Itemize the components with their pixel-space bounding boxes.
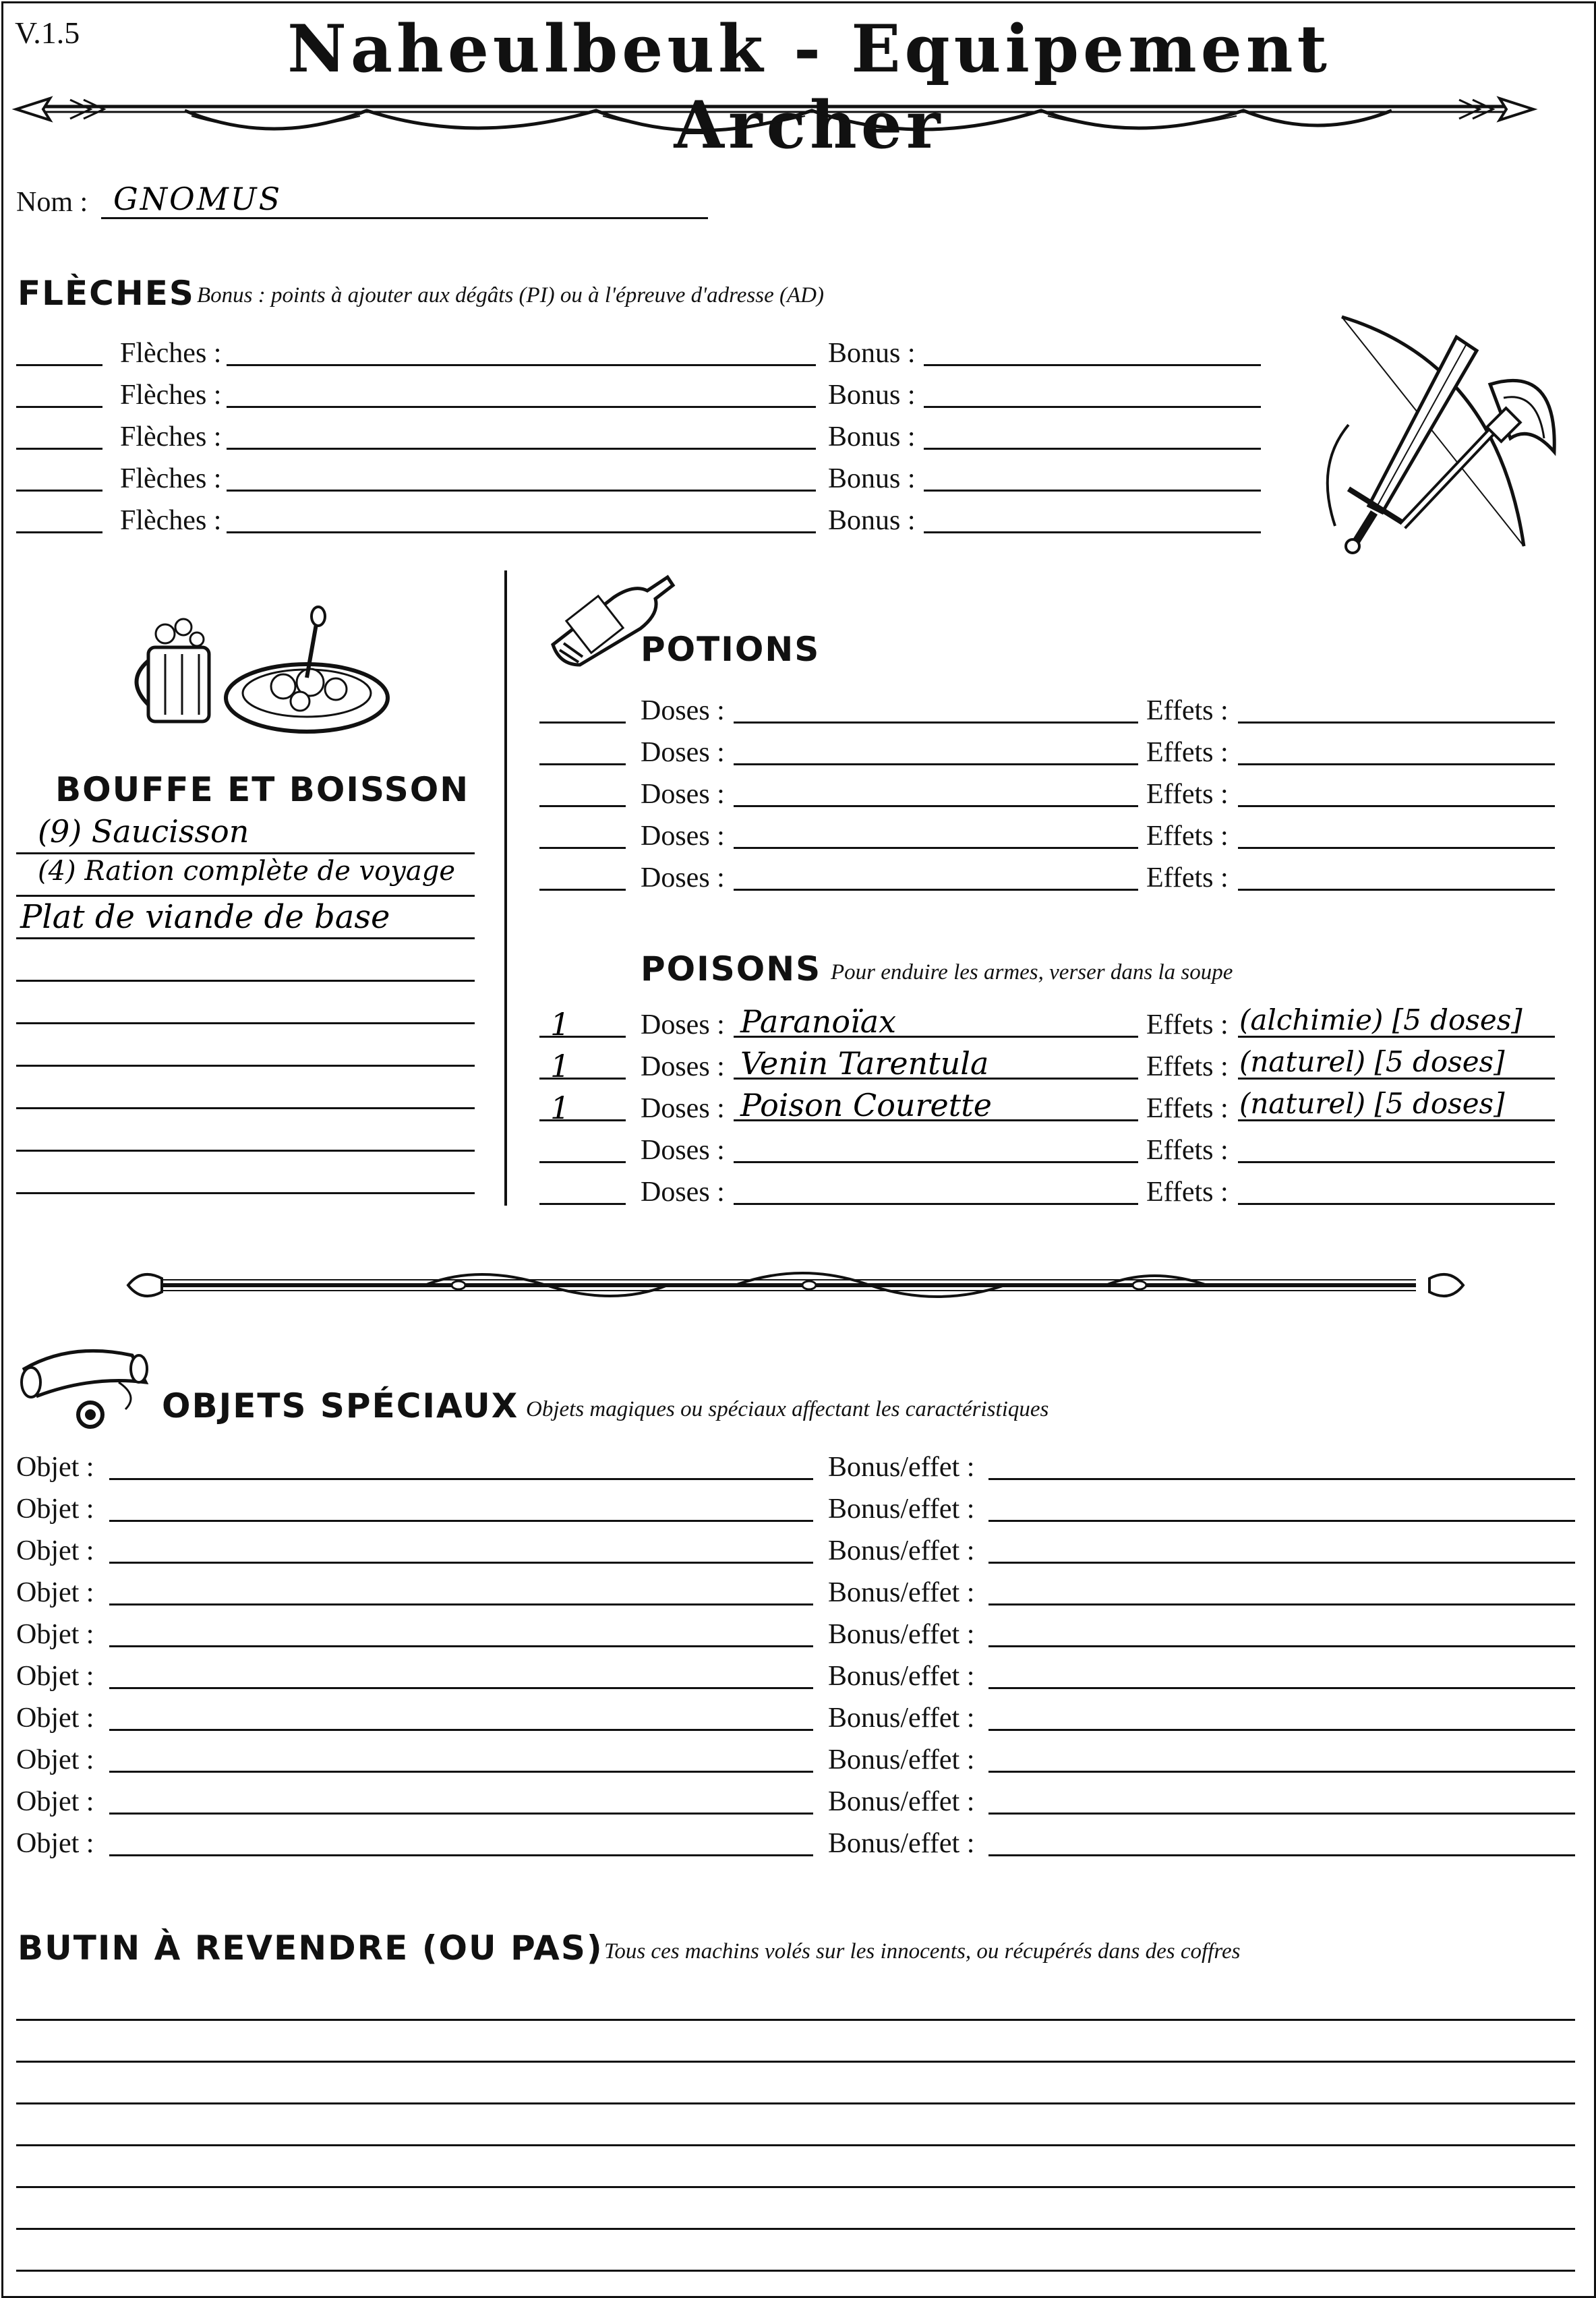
potion-qty-line [539, 805, 626, 807]
arrow-bonus-label: Bonus : [828, 505, 916, 536]
special-bonus-label: Bonus/effet : [828, 1535, 975, 1566]
special-object-line [109, 1687, 813, 1689]
potion-name-line [734, 889, 1138, 891]
special-bonus-label: Bonus/effet : [828, 1661, 975, 1692]
poison-name[interactable]: Venin Tarentula [740, 1045, 989, 1082]
page-title: Naheulbeuk - Equipement Archer [287, 11, 1331, 163]
poison-doses-label: Doses : [641, 1093, 725, 1124]
arrow-qty-line [16, 531, 102, 533]
special-items-subtitle: Objets magiques ou spéciaux affectant les caractéristiques [526, 1397, 1049, 1421]
special-object-label: Objet : [16, 1494, 94, 1525]
poisons-subtitle: Pour enduire les armes, verser dans la soupe [831, 960, 1233, 984]
special-bonus-line [988, 1603, 1575, 1605]
potion-qty-line [539, 763, 626, 765]
poison-doses-label: Doses : [641, 1051, 725, 1082]
special-object-line [109, 1562, 813, 1564]
poison-name-line [734, 1203, 1138, 1205]
loot-title: BUTIN À REVENDRE (OU PAS) [18, 1928, 603, 1968]
food-item[interactable]: (4) Ration complète de voyage [38, 856, 456, 887]
loot-line [16, 2144, 1575, 2146]
special-object-label: Objet : [16, 1661, 94, 1692]
special-bonus-label: Bonus/effet : [828, 1494, 975, 1525]
special-object-line [109, 1813, 813, 1815]
potion-qty-line [539, 721, 626, 724]
potion-doses-label: Doses : [641, 695, 725, 726]
loot-subtitle: Tous ces machins volés sur les innocents, ou récupérés dans des coffres [604, 1939, 1241, 1964]
potion-name-line [734, 721, 1138, 724]
food-line [16, 1192, 475, 1194]
poison-name[interactable]: Paranoïax [740, 1003, 897, 1040]
special-bonus-line [988, 1645, 1575, 1647]
poison-effects-label: Effets : [1146, 1009, 1229, 1040]
special-bonus-line [988, 1687, 1575, 1689]
special-bonus-line [988, 1729, 1575, 1731]
arrows-subtitle: Bonus : points à ajouter aux dégâts (PI) ou à l'épreuve d'adresse (AD) [197, 283, 824, 307]
poison-effect[interactable]: (naturel) [5 doses] [1239, 1045, 1505, 1078]
potion-effect-line [1238, 721, 1555, 724]
name-field-line [101, 217, 708, 219]
food-line [16, 1022, 475, 1024]
potion-effects-label: Effets : [1146, 737, 1229, 768]
arrow-name-line [227, 531, 816, 533]
poison-effects-label: Effets : [1146, 1051, 1229, 1082]
special-items-title: OBJETS SPÉCIAUX [162, 1386, 519, 1425]
food-line [16, 895, 475, 897]
poison-doses-label: Doses : [641, 1135, 725, 1166]
poison-qty[interactable]: 1 [550, 1090, 570, 1126]
special-bonus-label: Bonus/effet : [828, 1577, 975, 1608]
name-label: Nom : [16, 187, 88, 218]
poison-effect-line [1238, 1203, 1555, 1205]
food-item[interactable]: Plat de viande de base [20, 898, 390, 936]
loot-line [16, 2019, 1575, 2021]
potion-effect-line [1238, 889, 1555, 891]
potions-title: POTIONS [641, 630, 821, 669]
potion-effects-label: Effets : [1146, 779, 1229, 810]
potion-qty-line [539, 889, 626, 891]
arrow-bonus-label: Bonus : [828, 463, 916, 494]
special-bonus-label: Bonus/effet : [828, 1619, 975, 1650]
version-label: V.1.5 [15, 16, 80, 50]
poison-effects-label: Effets : [1146, 1177, 1229, 1208]
arrow-name-line [227, 448, 816, 450]
special-bonus-line [988, 1520, 1575, 1522]
special-object-label: Objet : [16, 1535, 94, 1566]
column-divider [504, 570, 507, 1206]
arrow-row-label: Flèches : [120, 338, 222, 369]
special-object-line [109, 1729, 813, 1731]
special-object-line [109, 1478, 813, 1480]
poison-qty[interactable]: 1 [550, 1048, 570, 1084]
special-object-line [109, 1771, 813, 1773]
arrow-name-line [227, 406, 816, 408]
potion-doses-label: Doses : [641, 779, 725, 810]
special-object-line [109, 1603, 813, 1605]
arrow-bonus-line [924, 490, 1261, 492]
special-bonus-line [988, 1771, 1575, 1773]
special-object-label: Objet : [16, 1703, 94, 1734]
food-line [16, 937, 475, 939]
special-bonus-label: Bonus/effet : [828, 1744, 975, 1775]
special-object-line [109, 1645, 813, 1647]
poison-effect[interactable]: (naturel) [5 doses] [1239, 1087, 1505, 1120]
arrow-bonus-label: Bonus : [828, 338, 916, 369]
poison-qty[interactable]: 1 [550, 1006, 570, 1042]
arrow-qty-line [16, 448, 102, 450]
potion-name-line [734, 847, 1138, 849]
special-bonus-line [988, 1854, 1575, 1856]
arrow-name-line [227, 364, 816, 366]
poison-name[interactable]: Poison Courette [740, 1087, 992, 1123]
arrow-qty-line [16, 364, 102, 366]
arrow-bonus-line [924, 406, 1261, 408]
potion-doses-label: Doses : [641, 862, 725, 893]
arrow-bonus-label: Bonus : [828, 421, 916, 452]
poison-doses-label: Doses : [641, 1009, 725, 1040]
loot-line [16, 2228, 1575, 2230]
arrow-row-label: Flèches : [120, 463, 222, 494]
poison-qty-line [539, 1203, 626, 1205]
staff-divider-illustration [128, 1261, 1463, 1308]
scroll-and-ring-illustration [18, 1342, 152, 1430]
poison-effects-label: Effets : [1146, 1093, 1229, 1124]
poison-effects-label: Effets : [1146, 1135, 1229, 1166]
potion-effect-line [1238, 847, 1555, 849]
poison-qty-line [539, 1161, 626, 1163]
special-bonus-line [988, 1562, 1575, 1564]
name-field[interactable]: GNOMUS [113, 181, 283, 217]
special-bonus-label: Bonus/effet : [828, 1452, 975, 1483]
arrow-name-line [227, 490, 816, 492]
food-item[interactable]: (9) Saucisson [38, 813, 249, 850]
potion-doses-label: Doses : [641, 737, 725, 768]
arrow-bonus-line [924, 531, 1261, 533]
food-line [16, 1107, 475, 1109]
arrow-bonus-line [924, 448, 1261, 450]
food-line [16, 852, 475, 854]
potion-doses-label: Doses : [641, 821, 725, 852]
poisons-title: POISONS [641, 949, 822, 989]
arrow-banner-illustration [16, 86, 1533, 147]
arrow-row-label: Flèches : [120, 380, 222, 411]
special-object-line [109, 1854, 813, 1856]
special-object-label: Objet : [16, 1619, 94, 1650]
potion-effects-label: Effets : [1146, 862, 1229, 893]
potion-name-line [734, 805, 1138, 807]
food-line [16, 1065, 475, 1067]
special-object-label: Objet : [16, 1452, 94, 1483]
special-bonus-label: Bonus/effet : [828, 1828, 975, 1859]
food-title: BOUFFE ET BOISSON [55, 770, 470, 809]
special-object-label: Objet : [16, 1577, 94, 1608]
potion-effect-line [1238, 805, 1555, 807]
arrow-row-label: Flèches : [120, 421, 222, 452]
arrow-bonus-line [924, 364, 1261, 366]
arrow-qty-line [16, 490, 102, 492]
special-bonus-label: Bonus/effet : [828, 1703, 975, 1734]
potion-effect-line [1238, 763, 1555, 765]
arrows-title: FLÈCHES [18, 274, 195, 313]
poison-effect[interactable]: (alchimie) [5 doses] [1239, 1003, 1523, 1036]
crossed-weapons-illustration [1322, 310, 1564, 553]
special-object-label: Objet : [16, 1786, 94, 1817]
potion-qty-line [539, 847, 626, 849]
potion-effects-label: Effets : [1146, 821, 1229, 852]
loot-line [16, 2270, 1575, 2272]
special-object-line [109, 1520, 813, 1522]
loot-line [16, 2102, 1575, 2104]
loot-line [16, 2061, 1575, 2063]
potion-effects-label: Effets : [1146, 695, 1229, 726]
special-object-label: Objet : [16, 1828, 94, 1859]
loot-line [16, 2186, 1575, 2188]
arrow-bonus-label: Bonus : [828, 380, 916, 411]
food-line [16, 1150, 475, 1152]
poison-doses-label: Doses : [641, 1177, 725, 1208]
food-line [16, 980, 475, 982]
special-bonus-line [988, 1813, 1575, 1815]
arrow-qty-line [16, 406, 102, 408]
poison-effect-line [1238, 1161, 1555, 1163]
special-bonus-line [988, 1478, 1575, 1480]
potion-name-line [734, 763, 1138, 765]
special-bonus-label: Bonus/effet : [828, 1786, 975, 1817]
arrow-row-label: Flèches : [120, 505, 222, 536]
mug-and-plate-illustration [135, 607, 391, 742]
special-object-label: Objet : [16, 1744, 94, 1775]
poison-name-line [734, 1161, 1138, 1163]
